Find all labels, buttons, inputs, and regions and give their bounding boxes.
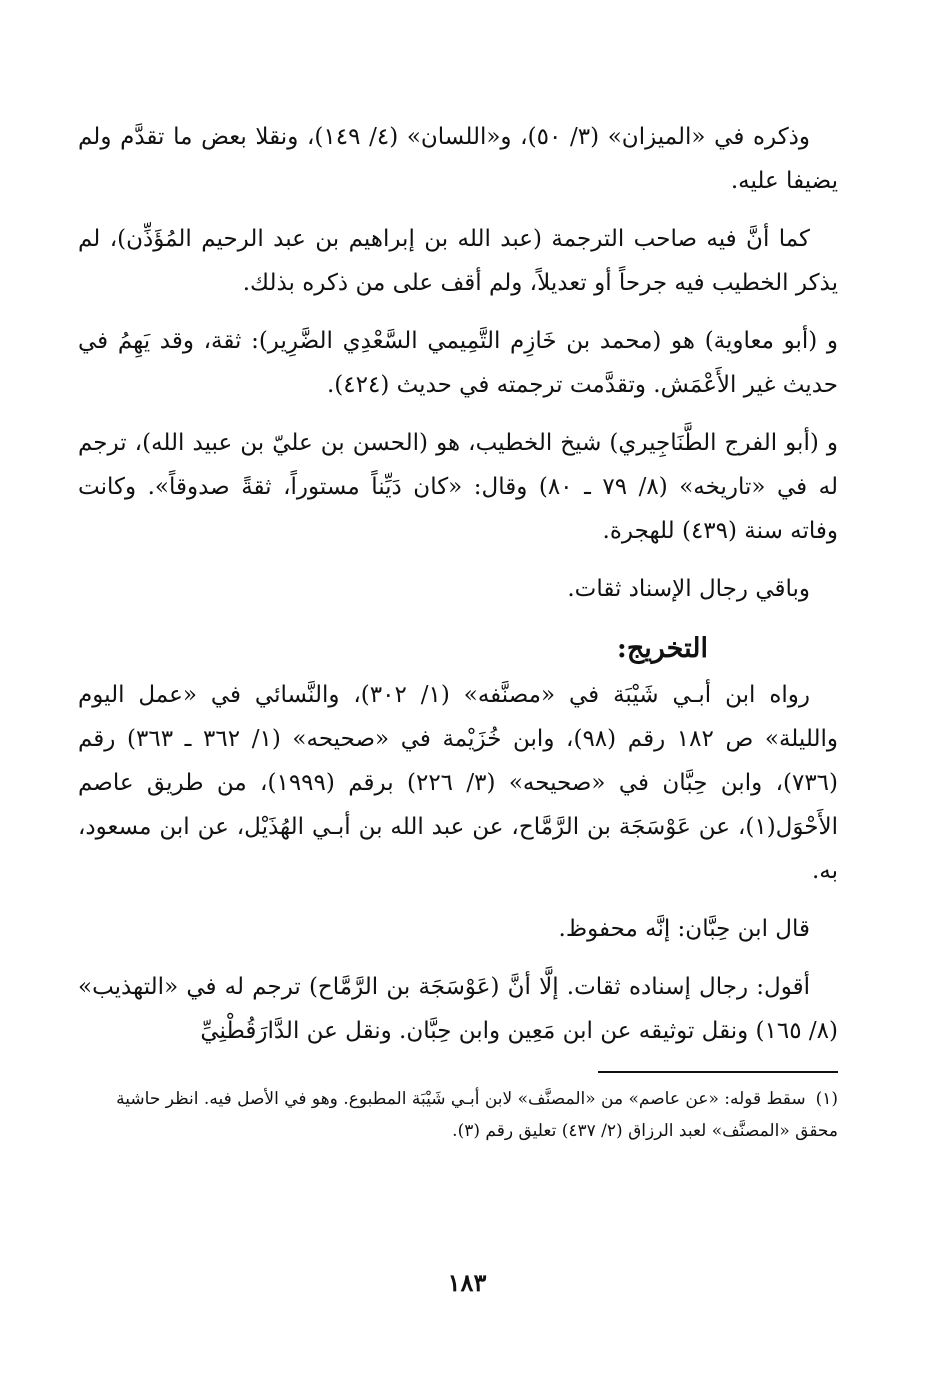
paragraph-abu-al-faraj: و (أبو الفرج الطَّنَاجِيري) شيخ الخطيب، هو (الحسن بن عليّ بن عبيد الله)، ترجم له في «تاريخه» (٨/ ٧٩ ـ ٨٠) وقال: «كان دَيِّناً مستوراً، ثقةً صدوقاً». وكانت وفاته سنة (٤٣٩) للهجرة. xyxy=(78,430,838,544)
footnote-divider xyxy=(598,1071,838,1073)
footnote-number: (١) xyxy=(815,1089,838,1109)
paragraph-thiqat: وباقي رجال الإسناد ثقات. xyxy=(567,576,810,602)
book-page xyxy=(78,115,838,1315)
paragraph-aqul: أقول: رجال إسناده ثقات. إلَّا أنَّ (عَوْسَجَة بن الرَّمَّاح) ترجم له في «التهذيب» (٨/ ١٦٥) ونقل توثيقه عن ابن مَعِين وابن حِبَّان. ونقل عن الدَّارَقُطْنِيِّ xyxy=(78,974,838,1044)
footnote-text: سقط قوله: «عن عاصم» من «المصنَّف» لابن أبـي شَيْبَة المطبوع. وهو في الأصل فيه. انظر حاشية محقق «المصنَّف» لعبد الرزاق (٢/ ٤٣٧) تعليق رقم (٣). xyxy=(116,1089,838,1141)
paragraph-ibn-hibban: قال ابن حِبَّان: إنَّه محفوظ. xyxy=(558,916,810,942)
footnote xyxy=(78,1083,838,1147)
page-number: ١٨٣ xyxy=(447,1268,487,1297)
paragraph-muadhdhin: كما أنَّ فيه صاحب الترجمة (عبد الله بن إبراهيم بن عبد الرحيم المُؤَذِّن)، لم يذكر الخطيب فيه جرحاً أو تعديلاً، ولم أقف على من ذكره بذلك. xyxy=(78,226,838,296)
paragraph-mizan: وذكره في «الميزان» (٣/ ٥٠)، و«اللسان» (٤/ ١٤٩)، ونقلا بعض ما تقدَّم ولم يضيفا عليه. xyxy=(78,124,838,194)
section-heading-takhrij: التخريج: xyxy=(616,633,708,664)
paragraph-takhrij: رواه ابن أبـي شَيْبَة في «مصنَّفه» (١/ ٣٠٢)، والنَّسائي في «عمل اليوم والليلة» ص ١٨٢ رقم (٩٨)، وابن خُزَيْمة في «صحيحه» (١/ ٣٦٢ ـ ٣٦٣) رقم (٧٣٦)، وابن حِبَّان في «صحيحه» (٣/ ٢٢٦) برقم (١٩٩٩)، من طريق عاصم الأَحْوَل(١)، عن عَوْسَجَة بن الرَّمَّاح، عن عبد الله بن أبـي الهُذَيْل، عن ابن مسعود، به. xyxy=(78,682,839,884)
paragraph-abu-muawiya: و (أبو معاوية) هو (محمد بن خَازِم التَّمِيمي السَّعْدِي الضَّرِير): ثقة، وقد يَهِمُ في حديث غير الأَعْمَش. وتقدَّمت ترجمته في حديث (٤٢٤). xyxy=(78,328,838,398)
